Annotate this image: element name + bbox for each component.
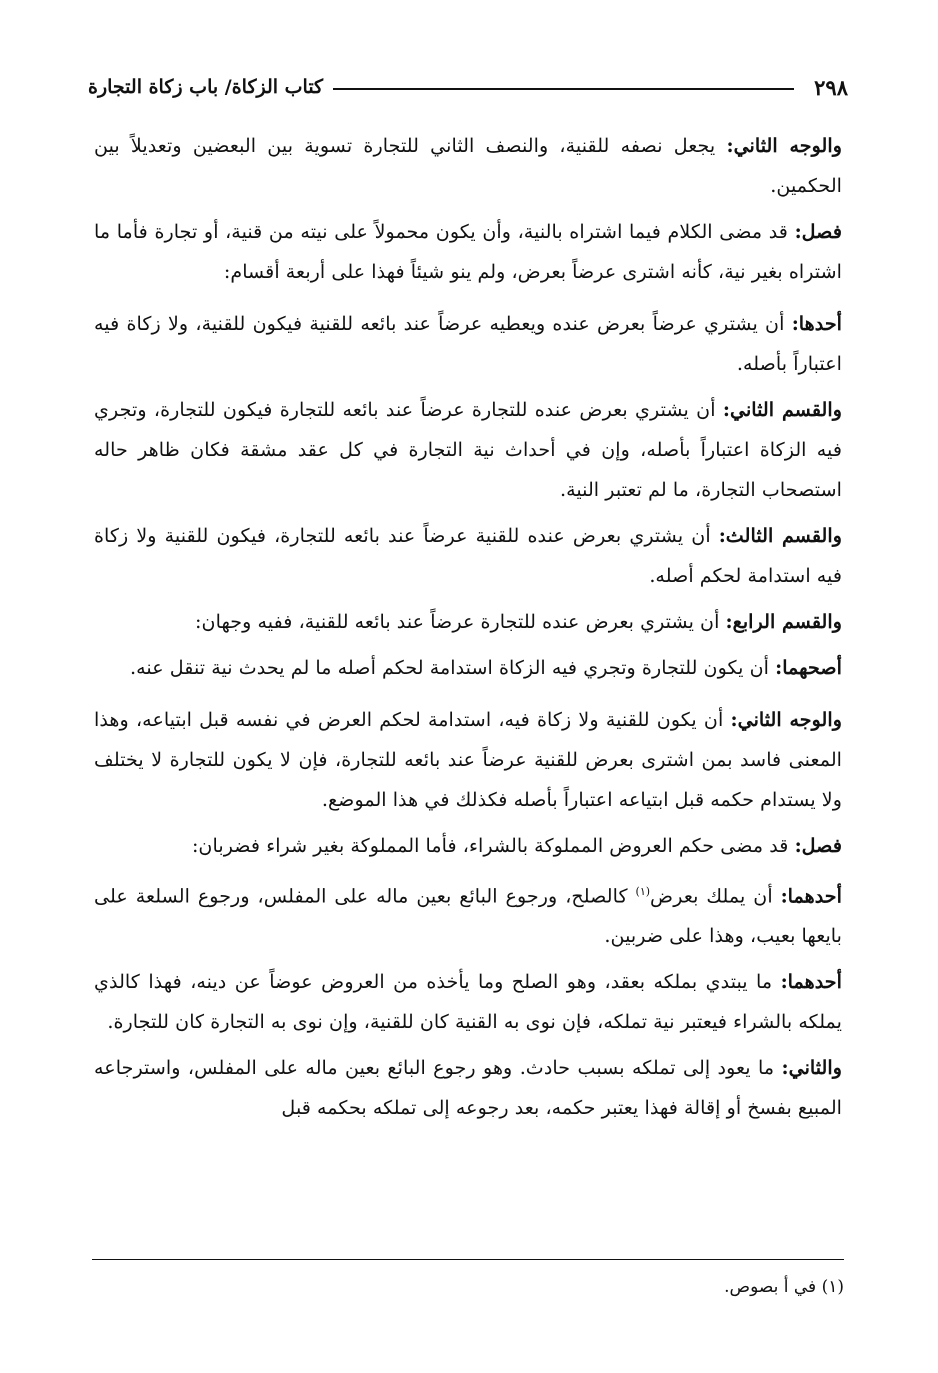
paragraph-lead: والوجه الثاني: [726, 134, 842, 157]
paragraph-9 [94, 826, 842, 866]
paragraph-text: قد مضى الكلام فيما اشتراه بالنية، وأن يكون محمولاً على نيته من قنية، أو تجارة فأما ما اشتراه بغير نية، كأنه اشترى عرضاً بعرض، ولم ينو شيئاً فهذا على أربعة أقسام: [94, 220, 842, 283]
paragraph-text: كالصلح، ورجوع البائع بعين ماله على المفلس، ورجوع السلعة على بايعها بعيب، وهذا على ضربين. [94, 884, 842, 948]
paragraph-4 [94, 390, 842, 510]
paragraph-11 [94, 962, 842, 1042]
footnote-ref: (١) [635, 885, 651, 898]
paragraph-2 [94, 212, 842, 292]
paragraph-text: أن يكون للتجارة وتجري فيه الزكاة استدامة لحكم أصله ما لم يحدث نية تنقل عنه. [130, 656, 776, 679]
paragraph-lead: أحدها: [791, 312, 843, 335]
paragraph-text: ما يبتدي بملكه بعقد، وهو الصلح وما يأخذه من العروض عوضاً عن دينه، فهذا كالذي يملكه بالشراء فيعتبر نية تملكه، فإن نوى به القنية كان للقنية، وإن نوى به التجارة كان للتجارة. [94, 970, 842, 1034]
paragraph-lead: فصل: [794, 220, 842, 243]
paragraph-lead: والوجه الثاني: [730, 708, 842, 731]
paragraph-text: أن يشتري بعرض عنده للتجارة عرضاً عند بائعه للقنية، ففيه وجهان: [195, 610, 726, 633]
paragraph-lead: والقسم الثالث: [718, 524, 842, 547]
paragraph-lead: والثاني: [781, 1056, 842, 1080]
paragraph-text: أن يشتري بعرض عنده للقنية عرضاً عند بائعه للتجارة، فيكون للقنية ولا زكاة فيه استدامة لحكم أصله. [94, 524, 842, 587]
header-rule [333, 88, 794, 90]
paragraph-text: يجعل نصفه للقنية، والنصف الثاني للتجارة تسوية بين البعضين وتعديلاً بين الحكمين. [94, 134, 842, 197]
paragraph-5 [94, 516, 842, 596]
paragraph-lead: أصحهما: [775, 656, 842, 679]
paragraph-10 [94, 872, 842, 956]
paragraph-text: أن يشتري عرضاً بعرض عنده ويعطيه عرضاً عند بائعه للقنية فيكون للقنية، ولا زكاة فيه اعتباراً بأصله. [94, 312, 842, 375]
page-header [88, 70, 848, 104]
paragraph-lead: أحدهما: [780, 884, 842, 908]
paragraph-7 [94, 648, 842, 688]
paragraph-lead: أحدهما: [780, 970, 842, 994]
footnote-marker: (١) [821, 1277, 844, 1297]
body-text [94, 126, 842, 1134]
footnote-rule [92, 1259, 844, 1260]
paragraph-text: أن يكون للقنية ولا زكاة فيه، استدامة لحكم العرض في نفسه قبل ابتياعه، وهذا المعنى فاسد بمن اشترى بعرض للقنية عرضاً عند بائعه للتجارة، فإن لا يكون للتجارة لا يختلف ولا يستدام حكمه قبل ابتياعه اعتباراً بأصله فكذلك في هذا الموضع. [94, 708, 842, 811]
paragraph-lead: والقسم الثاني: [722, 398, 842, 421]
paragraph-1 [94, 126, 842, 206]
footnote [92, 1274, 844, 1300]
paragraph-text: قد مضى حكم العروض المملوكة بالشراء، فأما المملوكة بغير شراء فضربان: [191, 834, 795, 857]
paragraph-8 [94, 700, 842, 820]
footnote-text: في أ بصوص. [724, 1277, 817, 1297]
paragraph-lead: والقسم الرابع: [725, 610, 842, 633]
running-title: كتاب الزكاة/ باب زكاة التجارة [88, 76, 324, 98]
paragraph-12 [94, 1048, 842, 1128]
paragraph-text: أن يملك بعرض [650, 884, 781, 908]
paragraph-3 [94, 304, 842, 384]
paragraph-lead: فصل: [794, 834, 842, 857]
paragraph-text: أن يشتري بعرض عنده للتجارة عرضاً عند بائعه للتجارة فيكون للتجارة، وتجري فيه الزكاة اعتباراً بأصله، وإن في أحداث نية التجارة في كل عقد مشقة فكان ظاهر حاله استصحاب التجارة، ما لم تعتبر النية. [94, 398, 842, 501]
page-number: ٢٩٨ [814, 74, 848, 100]
paragraph-6 [94, 602, 842, 642]
paragraph-text: ما يعود إلى تملكه بسبب حادث. وهو رجوع البائع بعين ماله على المفلس، واسترجاعه المبيع بفسخ أو إقالة فهذا يعتبر حكمه، بعد رجوعه إلى تملكه بحكمه قبل [94, 1056, 842, 1120]
